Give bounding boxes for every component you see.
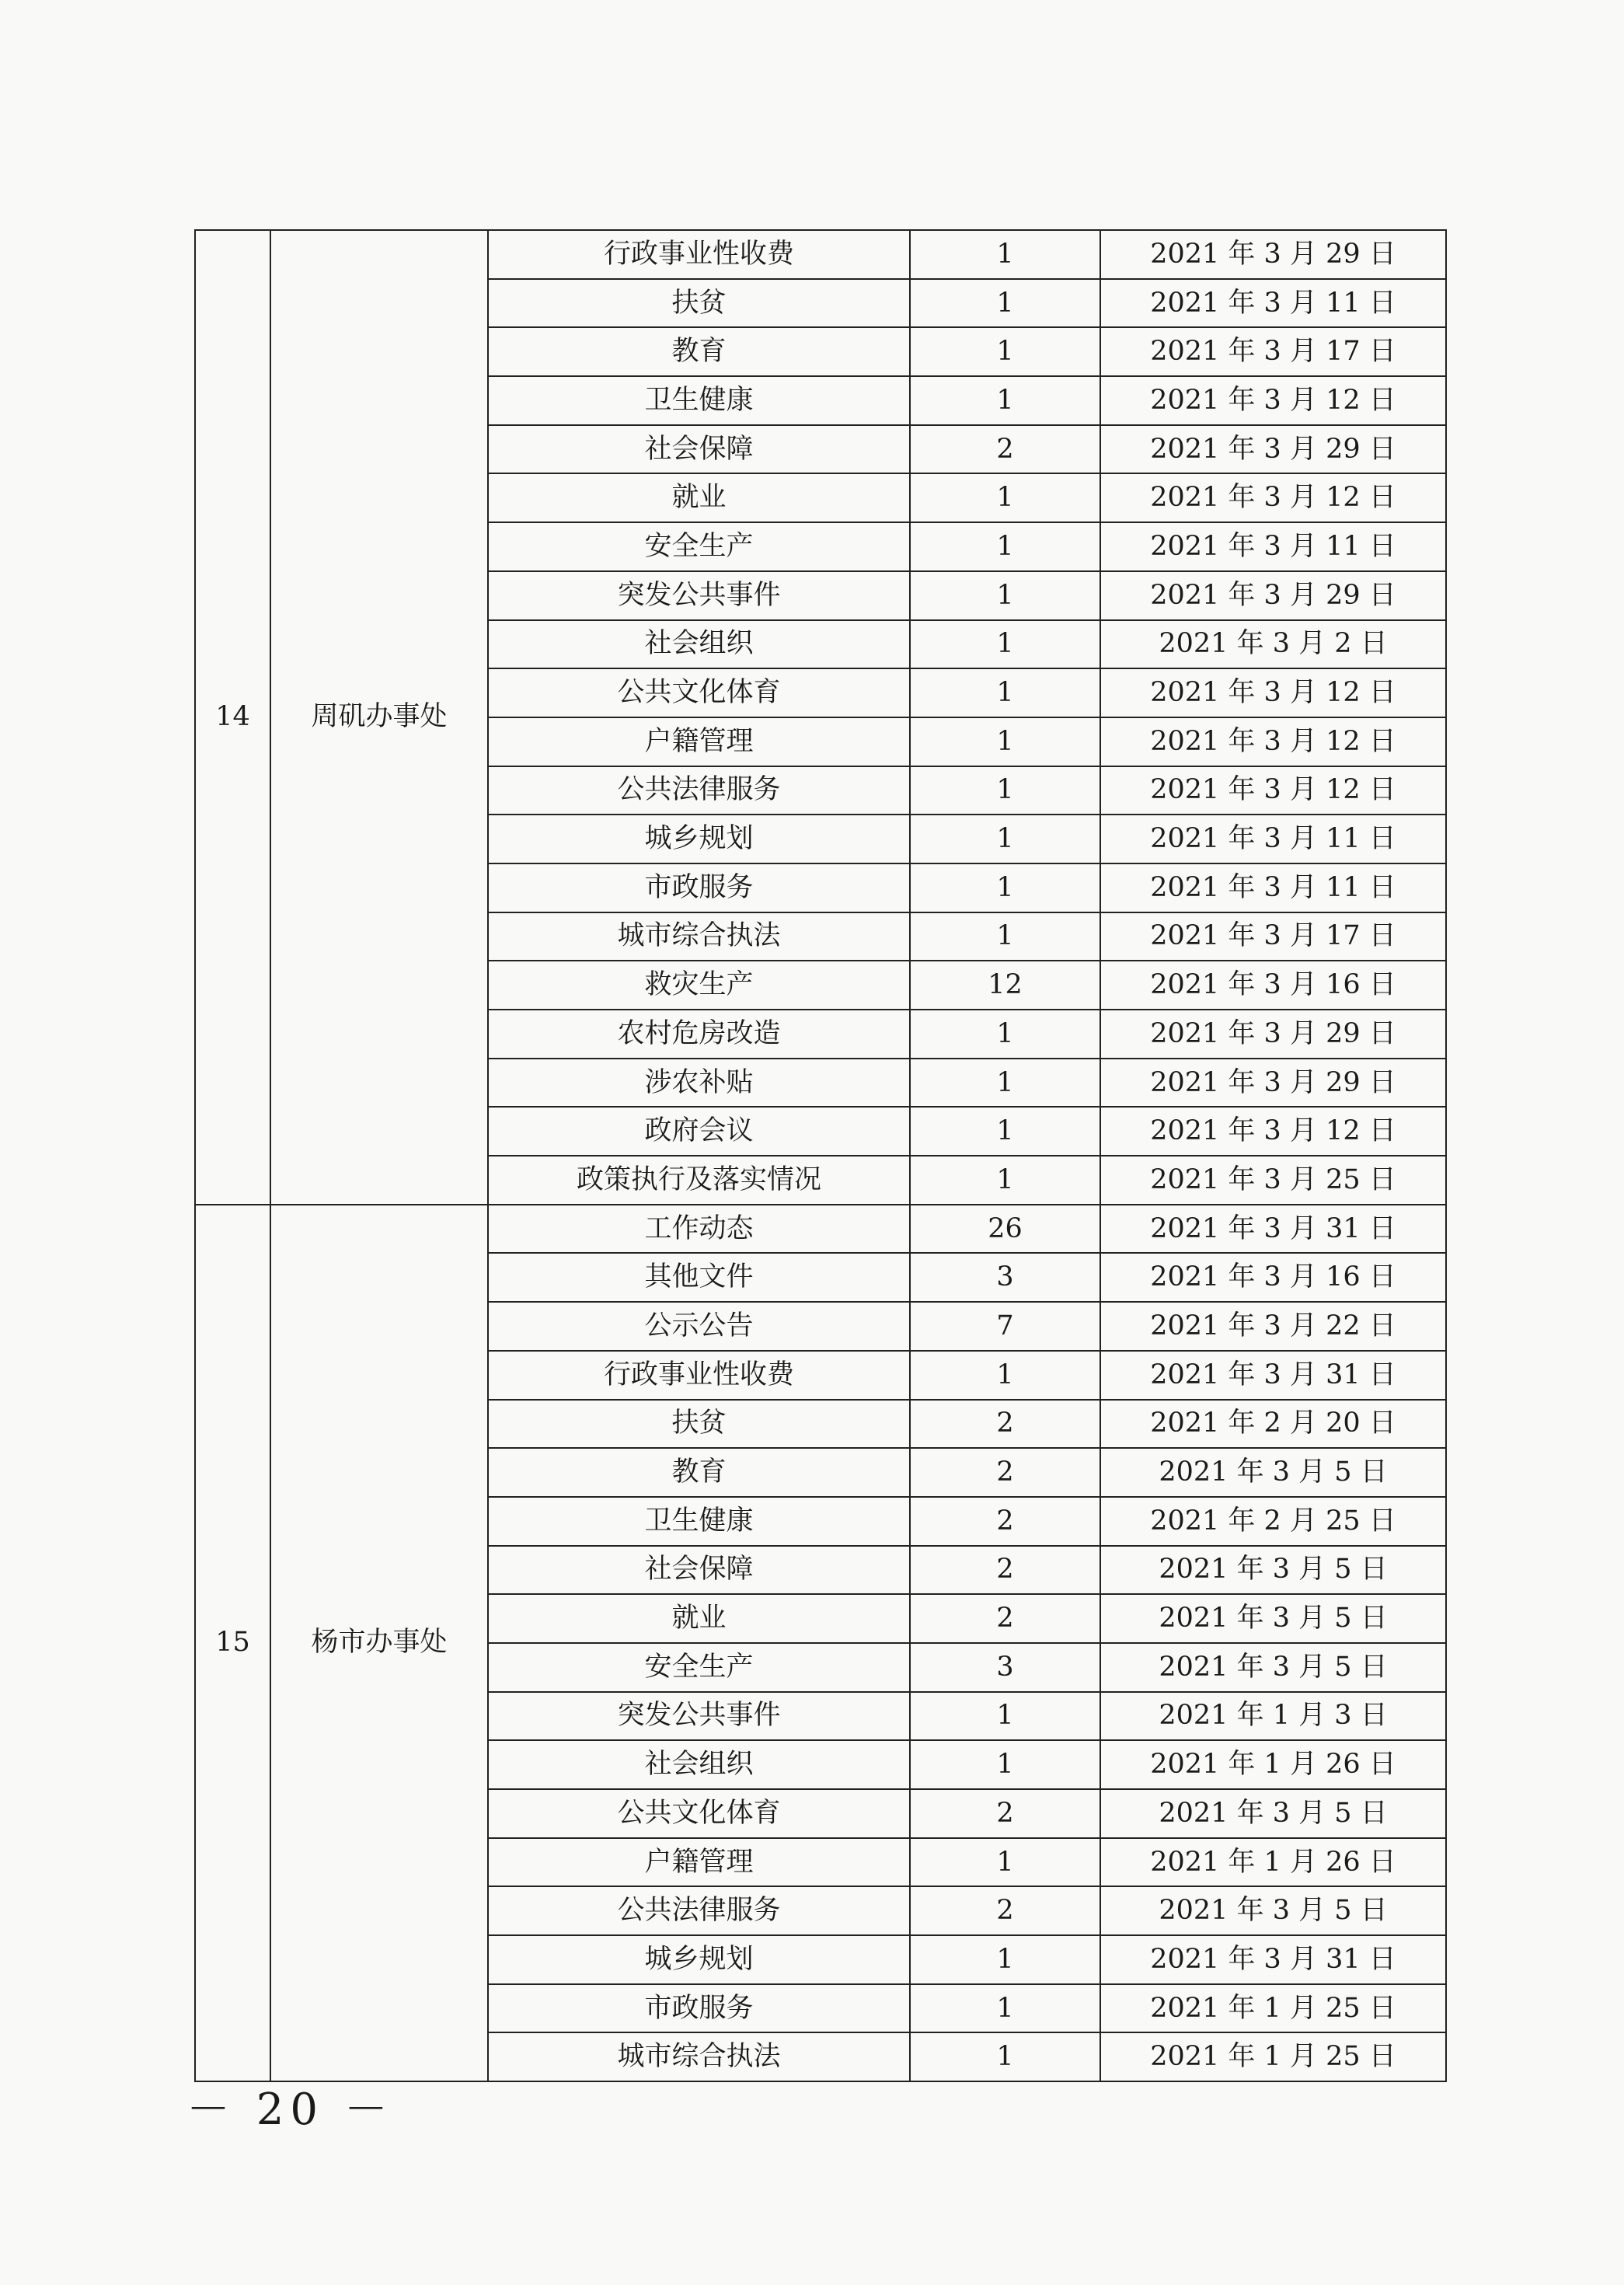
count-cell: 1 [910,1156,1100,1205]
count-cell: 1 [910,522,1100,571]
category-cell: 户籍管理 [488,717,910,766]
category-cell: 城乡规划 [488,815,910,863]
date-cell: 2021 年 1 月 3 日 [1100,1692,1446,1741]
category-cell: 突发公共事件 [488,571,910,620]
category-cell: 安全生产 [488,1643,910,1692]
category-cell: 公共法律服务 [488,1886,910,1935]
count-cell: 1 [910,230,1100,279]
category-cell: 就业 [488,1594,910,1643]
count-cell: 1 [910,1010,1100,1059]
date-cell: 2021 年 3 月 17 日 [1100,327,1446,376]
category-cell: 卫生健康 [488,1497,910,1546]
table-body [195,230,1446,2081]
table-row [195,230,1446,279]
count-cell: 2 [910,1886,1100,1935]
date-cell: 2021 年 3 月 29 日 [1100,1059,1446,1108]
count-cell: 3 [910,1253,1100,1302]
count-cell: 2 [910,1448,1100,1497]
count-cell: 1 [910,1107,1100,1156]
count-cell: 1 [910,1059,1100,1108]
category-cell: 户籍管理 [488,1838,910,1887]
category-cell: 公示公告 [488,1302,910,1351]
count-cell: 1 [910,863,1100,912]
count-cell: 1 [910,668,1100,717]
date-cell: 2021 年 3 月 11 日 [1100,522,1446,571]
category-cell: 社会保障 [488,1546,910,1595]
date-cell: 2021 年 3 月 12 日 [1100,473,1446,522]
date-cell: 2021 年 3 月 16 日 [1100,1253,1446,1302]
date-cell: 2021 年 3 月 5 日 [1100,1886,1446,1935]
category-cell: 行政事业性收费 [488,230,910,279]
category-cell: 其他文件 [488,1253,910,1302]
group-number-cell: 14 [195,230,270,1205]
count-cell: 1 [910,327,1100,376]
count-cell: 2 [910,1789,1100,1838]
category-cell: 公共法律服务 [488,766,910,815]
count-cell: 1 [910,815,1100,863]
category-cell: 城乡规划 [488,1935,910,1984]
category-cell: 社会组织 [488,620,910,669]
date-cell: 2021 年 2 月 20 日 [1100,1400,1446,1449]
category-cell: 行政事业性收费 [488,1351,910,1400]
category-cell: 社会保障 [488,425,910,474]
date-cell: 2021 年 3 月 5 日 [1100,1594,1446,1643]
date-cell: 2021 年 3 月 11 日 [1100,863,1446,912]
category-cell: 社会组织 [488,1740,910,1789]
count-cell: 1 [910,1838,1100,1887]
date-cell: 2021 年 3 月 12 日 [1100,376,1446,425]
date-cell: 2021 年 3 月 31 日 [1100,1351,1446,1400]
count-cell: 1 [910,473,1100,522]
date-cell: 2021 年 3 月 25 日 [1100,1156,1446,1205]
date-cell: 2021 年 1 月 25 日 [1100,1984,1446,2033]
date-cell: 2021 年 3 月 12 日 [1100,766,1446,815]
date-cell: 2021 年 3 月 11 日 [1100,279,1446,328]
count-cell: 12 [910,961,1100,1010]
count-cell: 2 [910,1497,1100,1546]
date-cell: 2021 年 3 月 12 日 [1100,668,1446,717]
count-cell: 1 [910,1740,1100,1789]
category-cell: 农村危房改造 [488,1010,910,1059]
count-cell: 1 [910,912,1100,961]
date-cell: 2021 年 3 月 29 日 [1100,1010,1446,1059]
count-cell: 1 [910,376,1100,425]
category-cell: 教育 [488,327,910,376]
date-cell: 2021 年 1 月 25 日 [1100,2032,1446,2081]
date-cell: 2021 年 3 月 29 日 [1100,230,1446,279]
office-name-cell: 杨市办事处 [270,1205,488,2081]
date-cell: 2021 年 3 月 11 日 [1100,815,1446,863]
date-cell: 2021 年 3 月 22 日 [1100,1302,1446,1351]
date-cell: 2021 年 3 月 29 日 [1100,571,1446,620]
count-cell: 1 [910,717,1100,766]
count-cell: 1 [910,620,1100,669]
category-cell: 公共文化体育 [488,668,910,717]
date-cell: 2021 年 3 月 16 日 [1100,961,1446,1010]
count-cell: 2 [910,1546,1100,1595]
category-cell: 政府会议 [488,1107,910,1156]
count-cell: 1 [910,2032,1100,2081]
date-cell: 2021 年 3 月 17 日 [1100,912,1446,961]
count-cell: 1 [910,1935,1100,1984]
category-cell: 城市综合执法 [488,2032,910,2081]
date-cell: 2021 年 3 月 5 日 [1100,1643,1446,1692]
category-cell: 突发公共事件 [488,1692,910,1741]
date-cell: 2021 年 3 月 12 日 [1100,1107,1446,1156]
count-cell: 7 [910,1302,1100,1351]
category-cell: 公共文化体育 [488,1789,910,1838]
category-cell: 教育 [488,1448,910,1497]
date-cell: 2021 年 3 月 2 日 [1100,620,1446,669]
date-cell: 2021 年 3 月 5 日 [1100,1546,1446,1595]
category-cell: 市政服务 [488,1984,910,2033]
disclosure-table [194,229,1447,2082]
category-cell: 卫生健康 [488,376,910,425]
category-cell: 涉农补贴 [488,1059,910,1108]
date-cell: 2021 年 1 月 26 日 [1100,1740,1446,1789]
category-cell: 工作动态 [488,1205,910,1254]
count-cell: 26 [910,1205,1100,1254]
category-cell: 就业 [488,473,910,522]
count-cell: 2 [910,1594,1100,1643]
date-cell: 2021 年 2 月 25 日 [1100,1497,1446,1546]
count-cell: 2 [910,1400,1100,1449]
count-cell: 1 [910,1351,1100,1400]
date-cell: 2021 年 3 月 5 日 [1100,1448,1446,1497]
category-cell: 扶贫 [488,279,910,328]
category-cell: 安全生产 [488,522,910,571]
date-cell: 2021 年 1 月 26 日 [1100,1838,1446,1887]
office-name-cell: 周矶办事处 [270,230,488,1205]
count-cell: 2 [910,425,1100,474]
count-cell: 3 [910,1643,1100,1692]
count-cell: 1 [910,766,1100,815]
count-cell: 1 [910,279,1100,328]
count-cell: 1 [910,571,1100,620]
page-number: － 20 － [186,2084,394,2135]
category-cell: 扶贫 [488,1400,910,1449]
category-cell: 城市综合执法 [488,912,910,961]
table-row [195,1205,1446,1254]
date-cell: 2021 年 3 月 31 日 [1100,1205,1446,1254]
count-cell: 1 [910,1984,1100,2033]
category-cell: 救灾生产 [488,961,910,1010]
category-cell: 市政服务 [488,863,910,912]
date-cell: 2021 年 3 月 29 日 [1100,425,1446,474]
date-cell: 2021 年 3 月 5 日 [1100,1789,1446,1838]
date-cell: 2021 年 3 月 31 日 [1100,1935,1446,1984]
group-number-cell: 15 [195,1205,270,2081]
count-cell: 1 [910,1692,1100,1741]
category-cell: 政策执行及落实情况 [488,1156,910,1205]
date-cell: 2021 年 3 月 12 日 [1100,717,1446,766]
